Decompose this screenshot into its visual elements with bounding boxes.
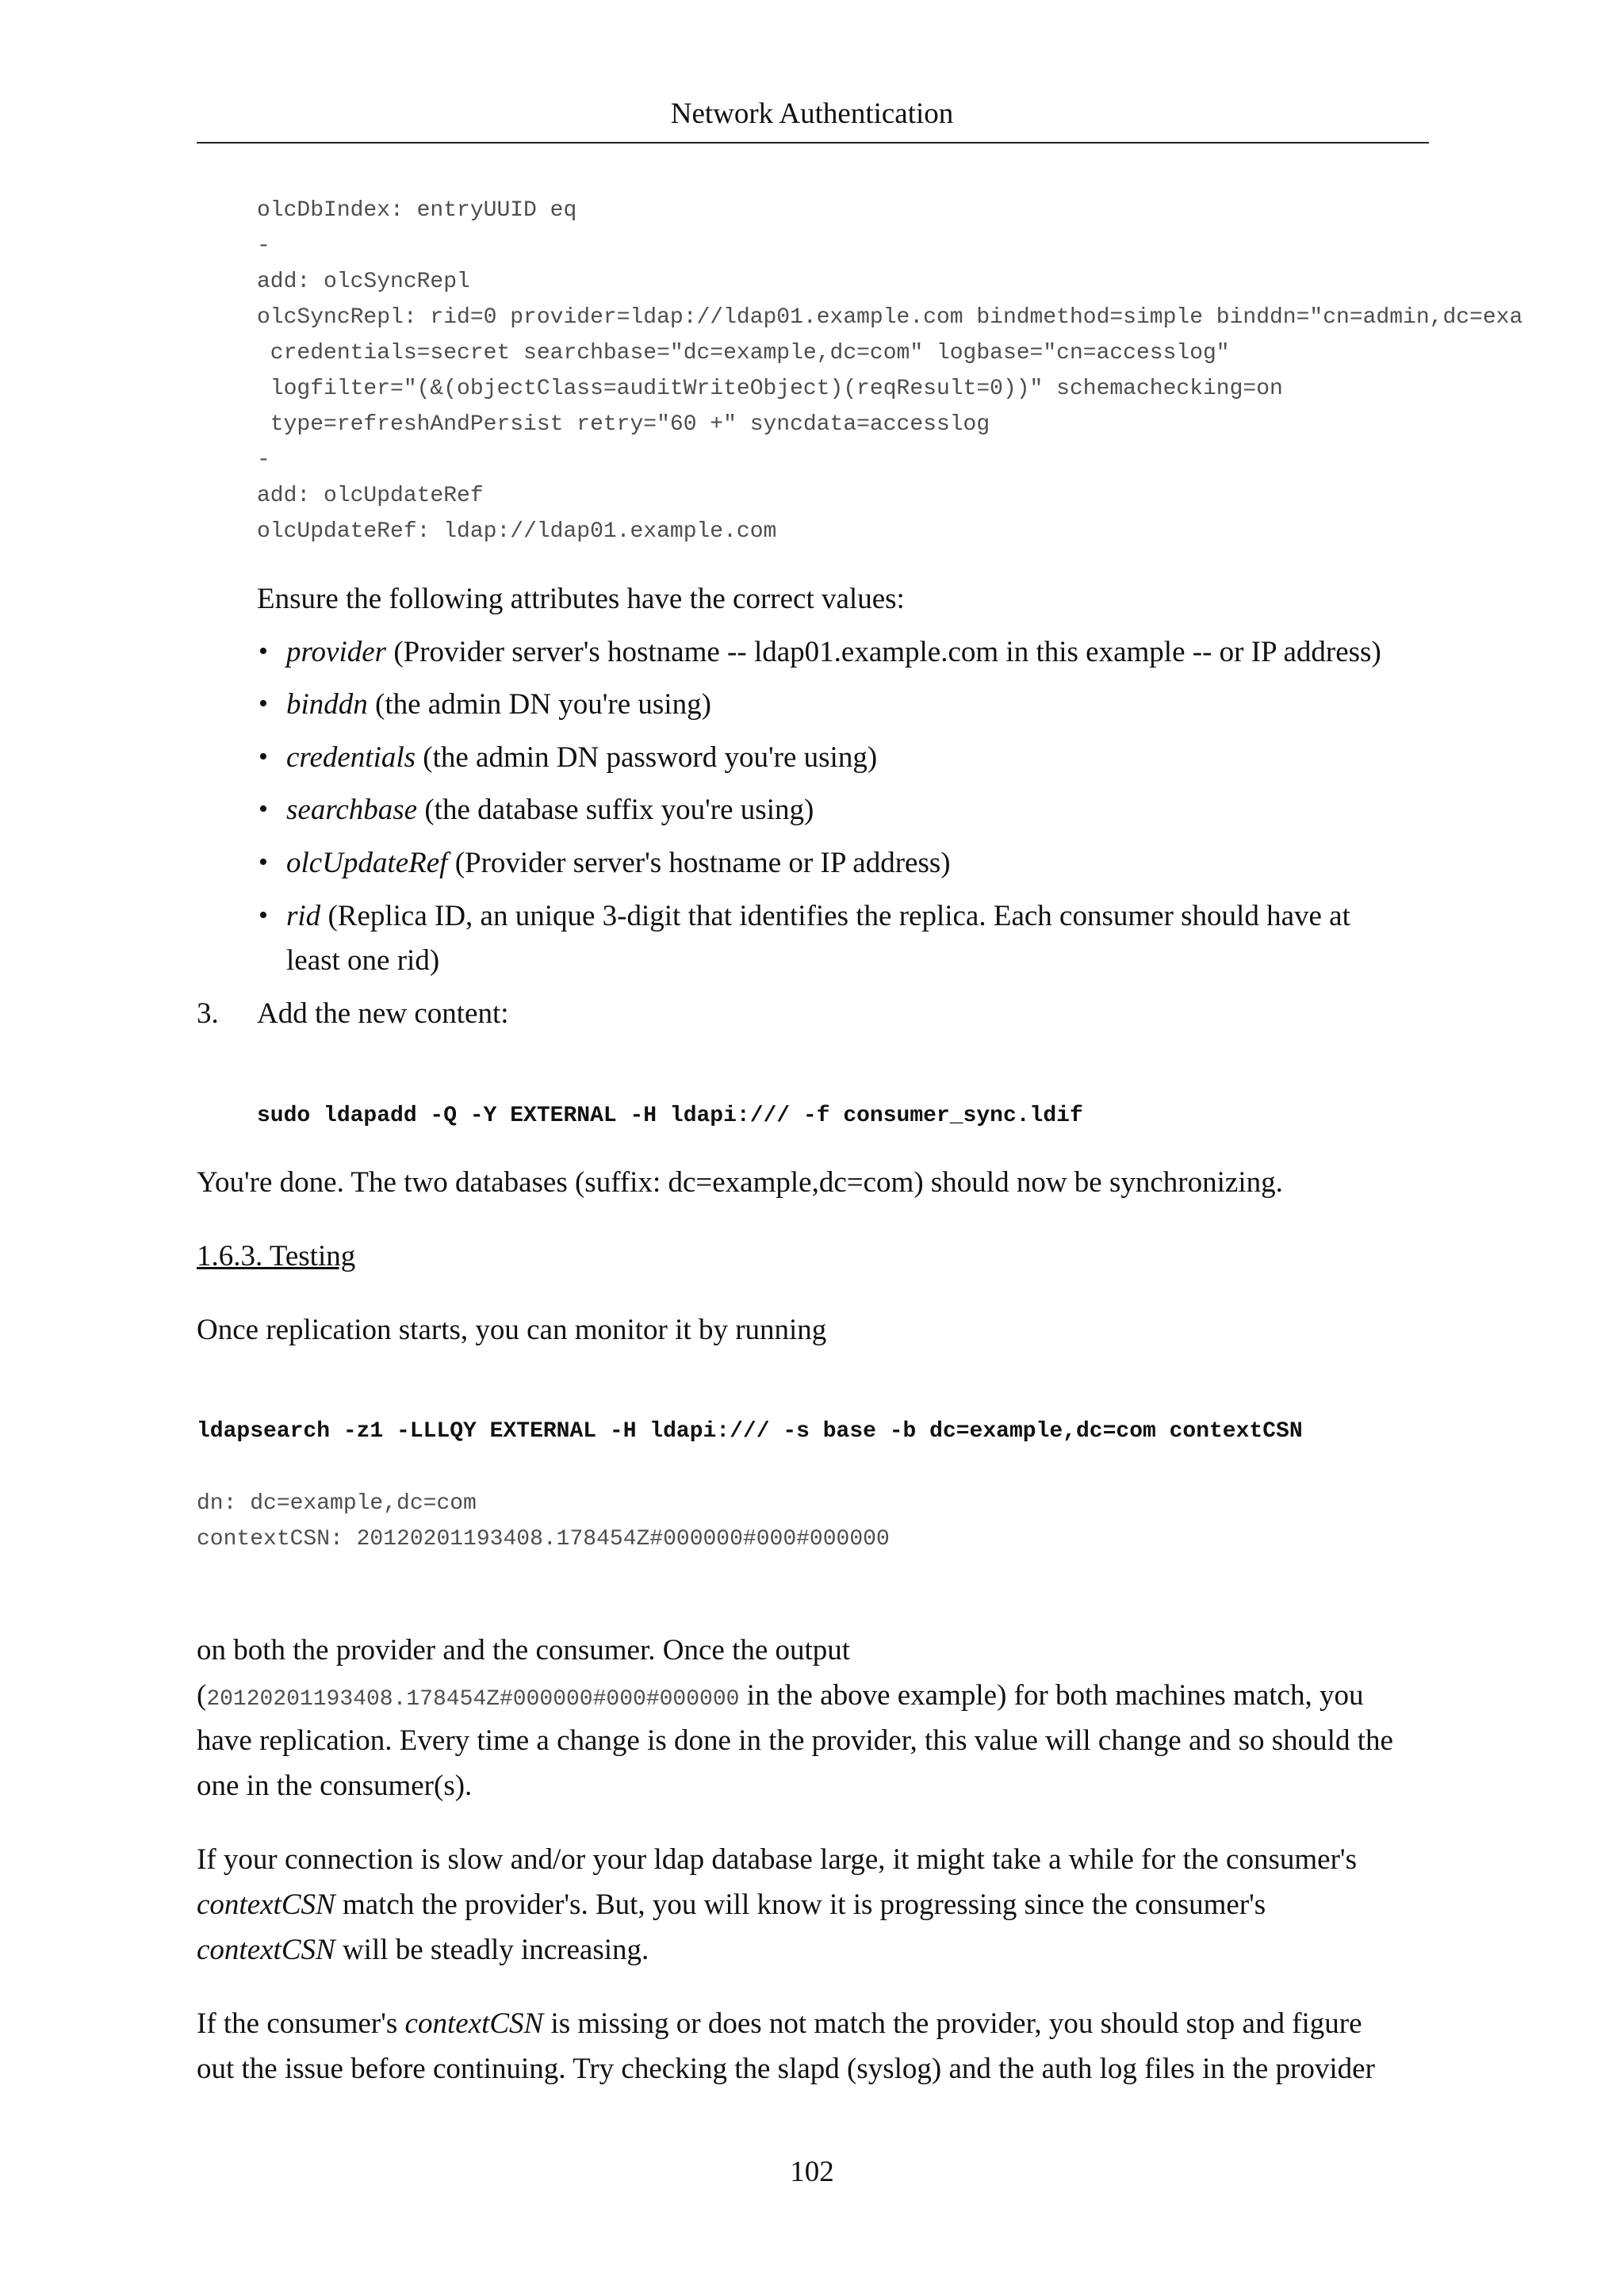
bullet-icon: • <box>259 637 268 666</box>
attribute-description: (Replica ID, an unique 3-digit that identifies the replica. Each consumer should have at <box>320 900 1350 932</box>
attribute-term: provider <box>286 636 387 668</box>
list-item <box>286 793 814 827</box>
list-item <box>286 846 951 880</box>
list-item <box>286 687 711 721</box>
code-line: logfilter="(&(objectClass=auditWriteObject)(reqResult=0))" schemachecking=on <box>257 377 1283 401</box>
attribute-term: credentials <box>286 741 416 774</box>
paragraph-line: out the issue before continuing. Try checking the slapd (syslog) and the auth log files in the provider <box>197 2053 1375 2085</box>
bullet-icon: • <box>259 742 268 771</box>
emphasis: contextCSN <box>197 1888 335 1921</box>
step-number: 3. <box>197 997 219 1030</box>
done-text: You're done. The two databases (suffix: dc=example,dc=com) should now be synchronizing. <box>197 1166 1283 1199</box>
code-line: olcDbIndex: entryUUID eq <box>257 198 577 223</box>
code-line: add: olcUpdateRef <box>257 484 484 508</box>
step-text: Add the new content: <box>257 997 509 1030</box>
paragraph-text: will be steadly increasing. <box>335 1934 649 1966</box>
attribute-term: binddn <box>286 688 368 721</box>
paragraph-line: If your connection is slow and/or your ldap database large, it might take a while for the consumer's <box>197 1843 1357 1876</box>
code-line: add: olcSyncRepl <box>257 270 470 294</box>
paragraph-line: have replication. Every time a change is done in the provider, this value will change and so should the <box>197 1724 1393 1757</box>
code-line: type=refreshAndPersist retry="60 +" syncdata=accesslog <box>257 412 990 437</box>
command-ldapsearch: ldapsearch -z1 -LLLQY EXTERNAL -H ldapi:/// -s base -b dc=example,dc=com contextCSN <box>197 1419 1303 1444</box>
attribute-term: searchbase <box>286 794 418 826</box>
attribute-description: (the admin DN you're using) <box>367 688 711 721</box>
paragraph-line <box>197 1933 649 1967</box>
code-line: - <box>257 448 270 473</box>
list-item <box>286 740 877 775</box>
paragraph-text: is missing or does not match the provider, you should stop and figure <box>543 2007 1362 2040</box>
bullet-icon: • <box>259 794 268 824</box>
paragraph-line <box>197 1678 1363 1712</box>
paragraph-line: one in the consumer(s). <box>197 1770 473 1802</box>
paragraph-line <box>197 2007 1362 2041</box>
attribute-description: (the database suffix you're using) <box>417 794 814 826</box>
intro-text: Ensure the following attributes have the correct values: <box>257 583 905 615</box>
output-line: dn: dc=example,dc=com <box>197 1491 477 1516</box>
code-line: olcUpdateRef: ldap://ldap01.example.com <box>257 519 777 544</box>
monitor-text: Once replication starts, you can monitor it by running <box>197 1314 827 1346</box>
running-header: Network Authentication <box>670 98 954 130</box>
emphasis: contextCSN <box>197 1934 335 1966</box>
section-heading-testing[interactable]: 1.6.3. Testing <box>197 1240 356 1272</box>
code-line: credentials=secret searchbase="dc=example,dc=com" logbase="cn=accesslog" <box>257 341 1230 365</box>
page-number: 102 <box>790 2156 834 2188</box>
attribute-description: (the admin DN password you're using) <box>416 741 878 774</box>
paren: ( <box>197 1679 207 1712</box>
list-item-continuation: least one rid) <box>286 944 440 977</box>
attribute-description: (Provider server's hostname -- ldap01.example.com in this example -- or IP address) <box>386 636 1381 668</box>
paragraph-line <box>197 1888 1266 1922</box>
header-rule <box>197 142 1429 144</box>
attribute-term: olcUpdateRef <box>286 847 448 879</box>
paragraph-text: in the above example) for both machines match, you <box>739 1679 1364 1712</box>
bullet-icon: • <box>259 901 268 930</box>
inline-code: 20120201193408.178454Z#000000#000#000000 <box>206 1687 740 1712</box>
attribute-term: rid <box>286 900 321 932</box>
emphasis: contextCSN <box>404 2007 544 2040</box>
bullet-icon: • <box>259 689 268 718</box>
attribute-description: (Provider server's hostname or IP address) <box>447 847 951 879</box>
code-line: olcSyncRepl: rid=0 provider=ldap://ldap01.example.com bindmethod=simple binddn="cn=admin,dc=exa <box>257 305 1523 330</box>
paragraph-line: on both the provider and the consumer. Once the output <box>197 1634 851 1667</box>
command-ldapadd: sudo ldapadd -Q -Y EXTERNAL -H ldapi:/// -f consumer_sync.ldif <box>257 1104 1083 1128</box>
paragraph-text: If the consumer's <box>197 2007 405 2040</box>
output-line: contextCSN: 20120201193408.178454Z#000000#000#000000 <box>197 1527 890 1552</box>
list-item <box>286 899 1350 933</box>
list-item <box>286 635 1381 669</box>
paragraph-text: match the provider's. But, you will know it is progressing since the consumer's <box>335 1888 1266 1921</box>
bullet-icon: • <box>259 848 268 877</box>
code-line: - <box>257 234 270 258</box>
